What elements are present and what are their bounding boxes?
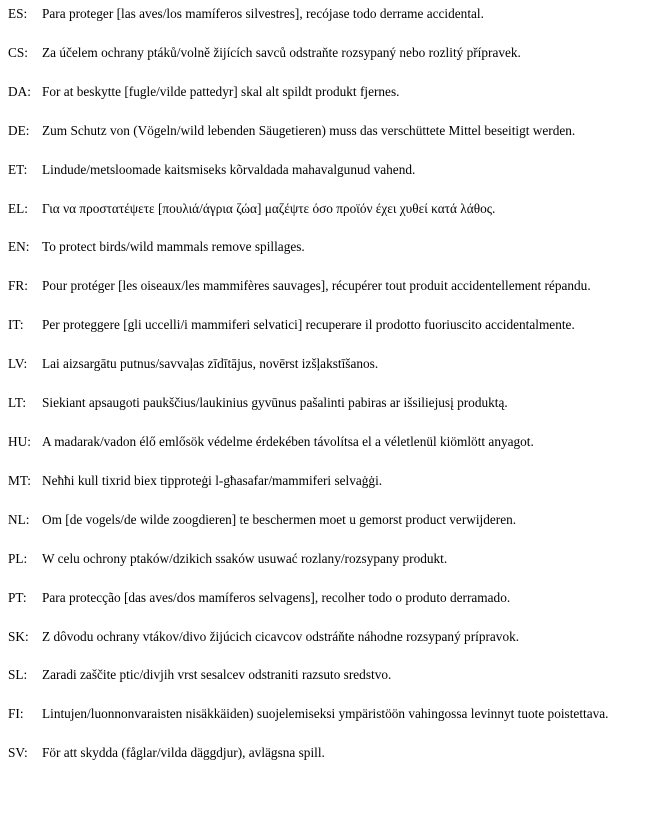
table-row — [8, 473, 650, 512]
language-code: IT: — [8, 317, 24, 333]
phrase-text: Zaradi zaščite ptic/divjih vrst sesalcev odstraniti razsuto sredstvo. — [42, 667, 392, 683]
language-code: LT: — [8, 395, 27, 411]
language-code: FI: — [8, 706, 24, 722]
language-code: NL: — [8, 511, 30, 527]
phrase-text: Lindude/metsloomade kaitsmiseks kõrvaldada mahavalgunud vahend. — [42, 161, 416, 177]
language-code: DE: — [8, 122, 30, 138]
language-code: SK: — [8, 628, 29, 644]
phrase-text: Pour protéger [les oiseaux/les mammifères sauvages], récupérer tout produit accidentellement répandu. — [42, 278, 591, 294]
table-row — [8, 590, 650, 629]
phrase-text: Για να προστατέψετε [πουλιά/άγρια ζώα] μαζέψτε όσο προϊόν έχει χυθεί κατά λάθος. — [42, 200, 496, 216]
table-row — [8, 201, 650, 240]
language-code: SL: — [8, 667, 28, 683]
table-row — [8, 123, 650, 162]
language-code: MT: — [8, 472, 31, 488]
phrase-text: Per proteggere [gli uccelli/i mammiferi selvatici] recuperare il prodotto fuoriuscito accidentalmente. — [42, 317, 575, 333]
table-row — [8, 629, 650, 668]
language-code: PL: — [8, 550, 28, 566]
phrase-text: Para proteger [las aves/los mamíferos silvestres], recójase todo derrame accidental. — [42, 6, 484, 21]
language-code: SV: — [8, 745, 28, 761]
table-row — [8, 512, 650, 551]
table-row — [8, 667, 650, 706]
table-row — [8, 745, 650, 762]
table-row — [8, 317, 650, 356]
table-row — [8, 162, 650, 201]
phrase-text: Om [de vogels/de wilde zoogdieren] te beschermen moet u gemorst product verwijderen. — [42, 511, 517, 527]
language-code: HU: — [8, 433, 31, 449]
table-row — [8, 239, 650, 278]
phrase-text: Z dôvodu ochrany vtákov/divo žijúcich cicavcov odstráňte náhodne rozsypaný prípravok. — [42, 628, 520, 644]
phrase-text: Za účelem ochrany ptáků/volně žijících savců odstraňte rozsypaný nebo rozlitý přípravek. — [42, 44, 521, 60]
table-row — [8, 84, 650, 123]
language-code: EL: — [8, 200, 28, 216]
language-code: ES: — [8, 6, 28, 21]
table-row — [8, 706, 650, 745]
language-code: PT: — [8, 589, 27, 605]
phrase-text: Neħħi kull tixrid biex tipproteġi l-għasafar/mammiferi selvaġġi. — [42, 472, 383, 488]
language-entries-table — [8, 6, 650, 762]
table-row — [8, 551, 650, 590]
phrase-text: Lai aizsargātu putnus/savvaļas zīdītājus, novērst izšļakstīšanos. — [42, 356, 379, 372]
table-row — [8, 6, 650, 45]
language-entries-body — [8, 6, 650, 762]
language-code: DA: — [8, 83, 31, 99]
phrase-text: Zum Schutz von (Vögeln/wild lebenden Säugetieren) muss das verschüttete Mittel beseitigt werden. — [42, 122, 576, 138]
language-code: LV: — [8, 356, 28, 372]
language-code: CS: — [8, 44, 28, 60]
language-code: FR: — [8, 278, 28, 294]
phrase-text: For at beskytte [fugle/vilde pattedyr] skal alt spildt produkt fjernes. — [42, 83, 400, 99]
table-row — [8, 434, 650, 473]
table-row — [8, 45, 650, 84]
phrase-text: Siekiant apsaugoti paukščius/laukinius gyvūnus pašalinti pabiras ar išsiliejusį produktą. — [42, 395, 508, 411]
phrase-text: To protect birds/wild mammals remove spillages. — [42, 239, 305, 255]
phrase-text: För att skydda (fåglar/vilda däggdjur), avlägsna spill. — [42, 745, 325, 761]
language-code: EN: — [8, 239, 30, 255]
phrase-text: A madarak/vadon élő emlősök védelme érdekében távolítsa el a véletlenül kiömlött anyagot. — [42, 433, 534, 449]
phrase-text: Lintujen/luonnonvaraisten nisäkkäiden) suojelemiseksi ympäristöön vahingossa levinnyt tuote poistettava. — [42, 706, 609, 722]
language-code: ET: — [8, 161, 28, 177]
table-row — [8, 395, 650, 434]
table-row — [8, 278, 650, 317]
phrase-text: Para protecção [das aves/dos mamíferos selvagens], recolher todo o produto derramado. — [42, 589, 511, 605]
table-row — [8, 356, 650, 395]
phrase-text: W celu ochrony ptaków/dzikich ssaków usuwać rozlany/rozsypany produkt. — [42, 550, 448, 566]
